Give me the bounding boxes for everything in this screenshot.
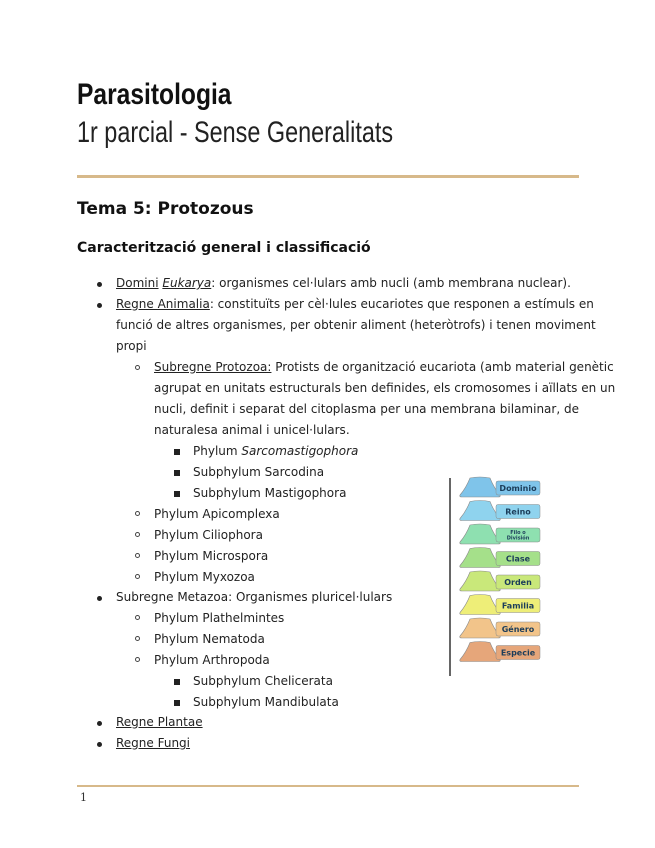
- list-item-mastigophora: Subphylum Mastigophora: [193, 486, 347, 500]
- regne-animalia-label: Regne Animalia: [116, 297, 210, 311]
- domini-name: Eukarya: [162, 276, 212, 290]
- list-item-plathelmintes: Phylum Plathelmintes: [154, 611, 285, 625]
- taxonomy-bell-shape: [460, 501, 501, 521]
- text-line: propi: [116, 339, 147, 353]
- bullet: [97, 596, 102, 601]
- bullet: [135, 615, 140, 620]
- taxonomy-hierarchy-diagram: [448, 474, 544, 678]
- text-line: naturalesa animal i unicel·lulars.: [154, 423, 350, 437]
- taxonomy-bell-shape: [460, 571, 501, 591]
- bullet: [97, 303, 102, 308]
- bullet: [174, 700, 180, 706]
- list-item-sarcomastigophora: Phylum Sarcomastigophora: [193, 444, 359, 458]
- taxonomy-bell-shape: [460, 595, 501, 615]
- text-line: agrupat en unitats estructurals ben definides, els cromosomes i aïllats en un: [154, 381, 616, 395]
- list-item-fungi[interactable]: Regne Fungi: [116, 736, 191, 750]
- subregne-protozoa-label: Subregne Protozoa:: [154, 360, 272, 374]
- page-number: 1: [80, 791, 87, 804]
- taxonomy-label: Género: [501, 625, 535, 634]
- list-item-sarcodina: Subphylum Sarcodina: [193, 465, 325, 479]
- section-heading: Tema 5: Protozous: [77, 199, 254, 219]
- taxonomy-label: Filo o División: [506, 530, 530, 542]
- list-item-microspora: Phylum Microspora: [154, 549, 269, 563]
- list-item-nematoda: Phylum Nematoda: [154, 632, 265, 646]
- list-item-apicomplexa: Phylum Apicomplexa: [154, 507, 280, 521]
- bullet: [135, 574, 140, 579]
- list-item-mandibulata: Subphylum Mandibulata: [193, 695, 339, 709]
- bullet: [174, 470, 180, 476]
- taxonomy-level: [460, 524, 540, 544]
- list-item-chelicerata: Subphylum Chelicerata: [193, 674, 333, 688]
- bullet: [135, 532, 140, 537]
- list-item-plantae[interactable]: Regne Plantae: [116, 715, 203, 729]
- list-item-domini: Domini Eukarya: organismes cel·lulars amb nucli (amb membrana nuclear).: [116, 276, 571, 290]
- document-title: Parasitologia: [77, 78, 232, 111]
- list-item-ciliophora: Phylum Ciliophora: [154, 528, 263, 542]
- taxonomy-bell-shape: [460, 642, 501, 662]
- bullet: [174, 449, 180, 455]
- bullet: [97, 742, 102, 747]
- bullet: [135, 553, 140, 558]
- taxonomy-label: Clase: [505, 554, 531, 564]
- taxonomy-bell-shape: [460, 618, 501, 638]
- bullet: [97, 282, 102, 287]
- text-line: nucli, definit i separat del citoplasma per una membrana bilaminar, de: [154, 402, 579, 416]
- domini-label: Domini: [116, 276, 159, 290]
- taxonomy-bell-shape: [460, 548, 501, 568]
- taxonomy-level: [460, 571, 540, 591]
- taxonomy-level: [460, 477, 540, 497]
- document-subtitle: 1r parcial - Sense Generalitats: [77, 116, 394, 149]
- header-divider: [77, 175, 579, 178]
- footer-divider: [77, 785, 579, 787]
- bullet: [135, 511, 140, 516]
- taxonomy-level: [460, 548, 540, 568]
- bullet: [97, 721, 102, 726]
- taxonomy-bell-shape: [460, 524, 501, 544]
- list-item-arthropoda: Phylum Arthropoda: [154, 653, 270, 667]
- taxonomy-bell-shape: [460, 477, 501, 497]
- taxonomy-label: Dominio: [499, 484, 537, 493]
- taxonomy-label: Familia: [501, 601, 535, 611]
- taxonomy-label: Reino: [505, 507, 531, 517]
- bullet: [135, 365, 140, 370]
- section-subheading: Caracterització general i classificació: [77, 240, 371, 256]
- list-item-regne-animalia: Regne Animalia: constituïts per cèl·lules eucariotes que responen a estímuls en: [116, 297, 594, 311]
- taxonomy-label: Especie: [500, 648, 536, 658]
- bullet: [174, 491, 180, 497]
- list-item-subregne-protozoa: Subregne Protozoa: Protists de organització eucariota (amb material genètic: [154, 360, 614, 374]
- taxonomy-level: [460, 595, 540, 615]
- list-item-myxozoa: Phylum Myxozoa: [154, 570, 255, 584]
- taxonomy-level: [460, 618, 540, 638]
- list-item-metazoa: Subregne Metazoa: Organismes pluricel·lulars: [116, 590, 393, 604]
- taxonomy-level: [460, 642, 540, 662]
- bullet: [135, 636, 140, 641]
- bullet: [135, 657, 140, 662]
- bullet: [174, 679, 180, 685]
- text-line: funció de altres organismes, per obtenir aliment (heteròtrofs) i tenen moviment: [116, 318, 596, 332]
- taxonomy-level: [460, 501, 540, 521]
- taxonomy-label: Orden: [504, 578, 532, 587]
